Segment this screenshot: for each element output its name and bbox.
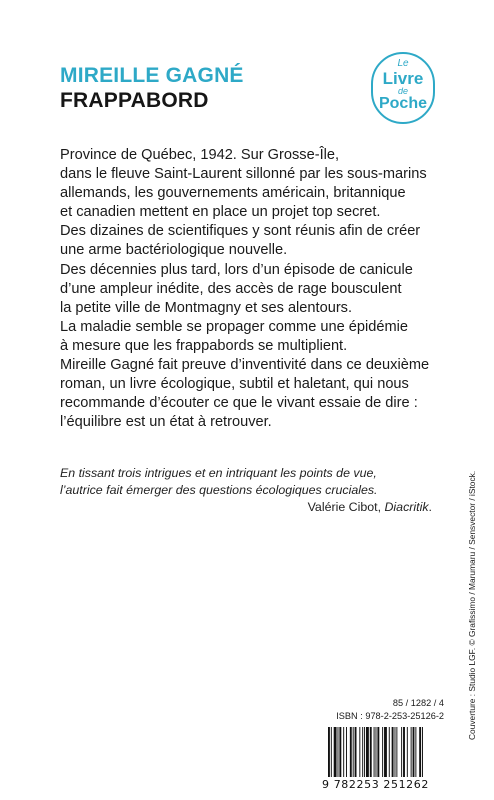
- barcode-bar: [395, 727, 396, 777]
- barcode-bar: [407, 727, 408, 777]
- barcode-bar: [331, 727, 332, 777]
- isbn: ISBN : 978-2-253-25126-2: [336, 711, 444, 721]
- barcode-bar: [355, 727, 357, 777]
- barcode-bar: [353, 727, 354, 777]
- blurb-line: et canadien mettent en place un projet top secret.: [60, 204, 381, 221]
- barcode-bar: [415, 727, 416, 777]
- blurb-line: La maladie semble se propager comme une épidémie: [60, 318, 409, 335]
- publisher-logo: [371, 52, 435, 124]
- barcode-bar: [389, 727, 390, 777]
- blurb-line: Des dizaines de scientifiques y sont réunis afin de créer: [60, 223, 421, 240]
- barcode-bar: [392, 727, 394, 777]
- barcode-bar: [338, 727, 339, 777]
- logo-text-poche: Poche: [378, 95, 427, 112]
- barcode-bar: [411, 727, 412, 777]
- barcode-digits: 9 782253 251262: [322, 778, 429, 791]
- barcode-bar: [362, 727, 363, 777]
- quote-publication: Diacritik: [384, 500, 429, 514]
- cover-credit: Couverture : Studio LGF. © Grafissimo / Marumaru / Sensvector / iStock.: [467, 470, 477, 740]
- blurb-line: Province de Québec, 1942. Sur Grosse-Île,: [60, 147, 340, 163]
- reference-number: 85 / 1282 / 4: [392, 698, 444, 708]
- barcode-bar: [359, 727, 360, 777]
- quote-author: Valérie Cibot,: [307, 500, 385, 514]
- barcode-bar: [382, 727, 383, 777]
- barcode: [326, 727, 444, 777]
- barcode-bar: [401, 727, 402, 777]
- catalog-codes: [320, 697, 444, 723]
- blurb: [60, 146, 440, 432]
- blurb-line: la petite ville de Montmagny et ses alentours.: [60, 299, 353, 316]
- blurb-line: une arme bactériologique nouvelle.: [60, 242, 288, 259]
- barcode-bar: [413, 727, 415, 777]
- barcode-bar: [403, 727, 405, 777]
- barcode-bar: [376, 727, 377, 777]
- book-title: FRAPPABORD: [60, 89, 209, 112]
- barcode-bar: [370, 727, 372, 777]
- press-quote: [60, 465, 440, 516]
- blurb-line: roman, un livre écologique, subtil et haletant, qui nous: [60, 376, 409, 393]
- blurb-line: à mesure que les frappabords se multiplient.: [60, 337, 348, 354]
- barcode-bar: [334, 727, 337, 777]
- barcode-bar: [339, 727, 341, 777]
- logo-text-le: Le: [397, 58, 409, 69]
- barcode-bar: [374, 727, 375, 777]
- blurb-line: Des décennies plus tard, lors d’un épisode de canicule: [60, 261, 413, 278]
- blurb-line: dans le fleuve Saint-Laurent sillonné par les sous-marins: [60, 166, 427, 183]
- blurb-line: recommande d’écouter ce que le vivant essaie de dire :: [60, 395, 418, 412]
- logo-text-de: de: [397, 86, 408, 96]
- blurb-line: Mireille Gagné fait preuve d’inventivité dans ce deuxième: [60, 357, 430, 374]
- barcode-bar: [346, 727, 347, 777]
- blurb-line: d’une ampleur inédite, des accès de rage bousculent: [60, 280, 402, 297]
- quote-period: .: [428, 500, 432, 514]
- quote-line: l’autrice fait émerger des questions écologiques cruciales.: [60, 483, 378, 497]
- quote-line: En tissant trois intrigues et en intriquant les points de vue,: [60, 466, 377, 480]
- author-name: MIREILLE GAGNÉ: [60, 64, 244, 87]
- quote-source: [60, 499, 440, 516]
- barcode-bar: [384, 727, 387, 777]
- barcode-bar: [396, 727, 397, 777]
- barcode-bar: [419, 727, 421, 777]
- blurb-line: allemands, les gouvernements américain, britannique: [60, 185, 406, 202]
- barcode-bar: [343, 727, 344, 777]
- barcode-bar: [328, 727, 330, 777]
- barcode-bar: [422, 727, 423, 777]
- logo-text-livre: Livre: [382, 69, 424, 88]
- barcode-bar: [377, 727, 379, 777]
- blurb-line: l’équilibre est un état à retrouver.: [60, 414, 272, 431]
- barcode-bar: [366, 727, 369, 777]
- barcode-bar: [364, 727, 365, 777]
- barcode-bar: [350, 727, 352, 777]
